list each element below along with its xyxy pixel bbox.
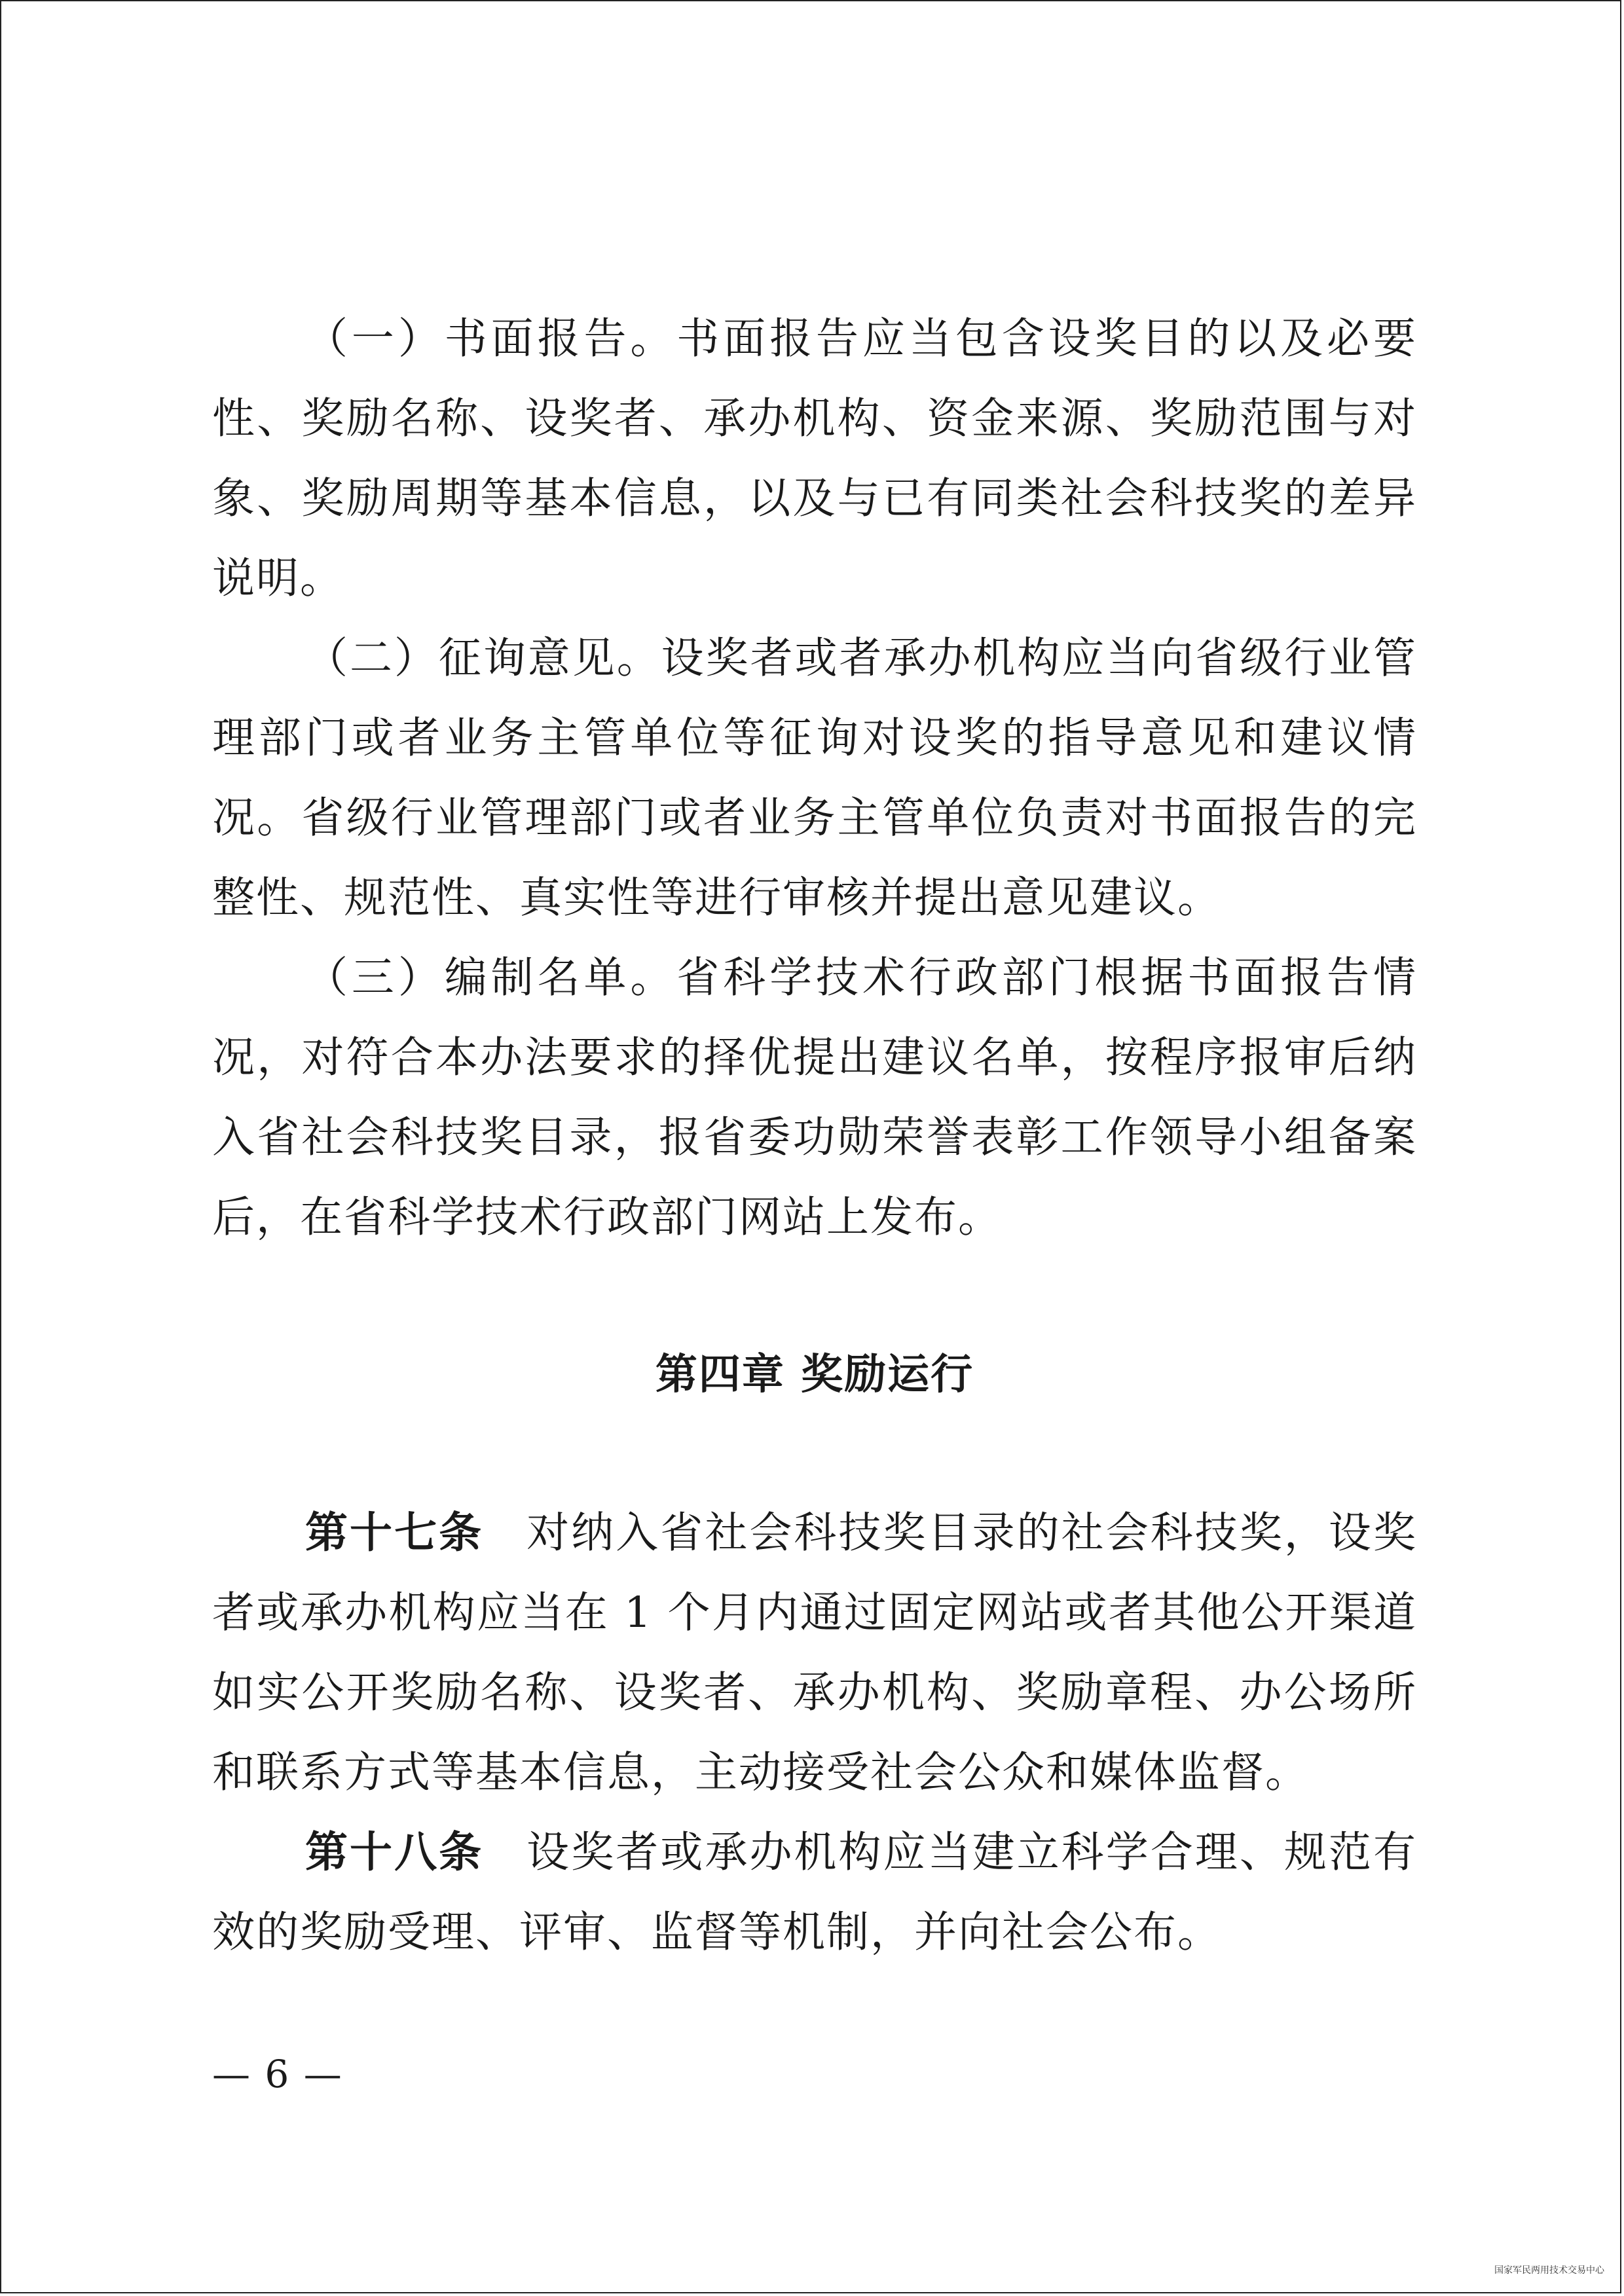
article-label: 第十七条 [305,1508,484,1558]
article-text: 设奖者或承办机构应当建立科学合理、规范有效的奖励受理、评审、监督等机制，并向社会公布。 [212,1828,1417,1957]
paragraph-compile-list: （三）编制名单。省科学技术行政部门根据书面报告情况，对符合本办法要求的择优提出建议名单，按程序报审后纳入省社会科技奖目录，报省委功勋荣誉表彰工作领导小组备案后，在省科学技术行政部门网站上发布。 [212,953,1417,1242]
document-body [212,299,1417,1973]
paragraph-written-report: （一）书面报告。书面报告应当包含设奖目的以及必要性、奖励名称、设奖者、承办机构、资金来源、奖励范围与对象、奖励周期等基本信息，以及与已有同类社会科技奖的差异说明。 [212,314,1417,603]
article-text: 对纳入省社会科技奖目录的社会科技奖，设奖者或承办机构应当在 1 个月内通过固定网站或者其他公开渠道如实公开奖励名称、设奖者、承办机构、奖励章程、办公场所和联系方式等基本信息，主动接受社会公众和媒体监督。 [212,1508,1417,1797]
watermark: 国家军民两用技术交易中心 [1494,2265,1604,2276]
article-eighteen [212,1813,1417,1973]
page-number: — 6 — [212,2052,343,2096]
article-seventeen [212,1493,1417,1813]
paragraph-consult-opinions: （二）征询意见。设奖者或者承办机构应当向省级行业管理部门或者业务主管单位等征询对设奖的指导意见和建议情况。省级行业管理部门或者业务主管单位负责对书面报告的完整性、规范性、真实性等进行审核并提出意见建议。 [212,634,1417,922]
article-label: 第十八条 [305,1828,484,1877]
chapter-title: 第四章 奖励运行 [655,1351,974,1399]
